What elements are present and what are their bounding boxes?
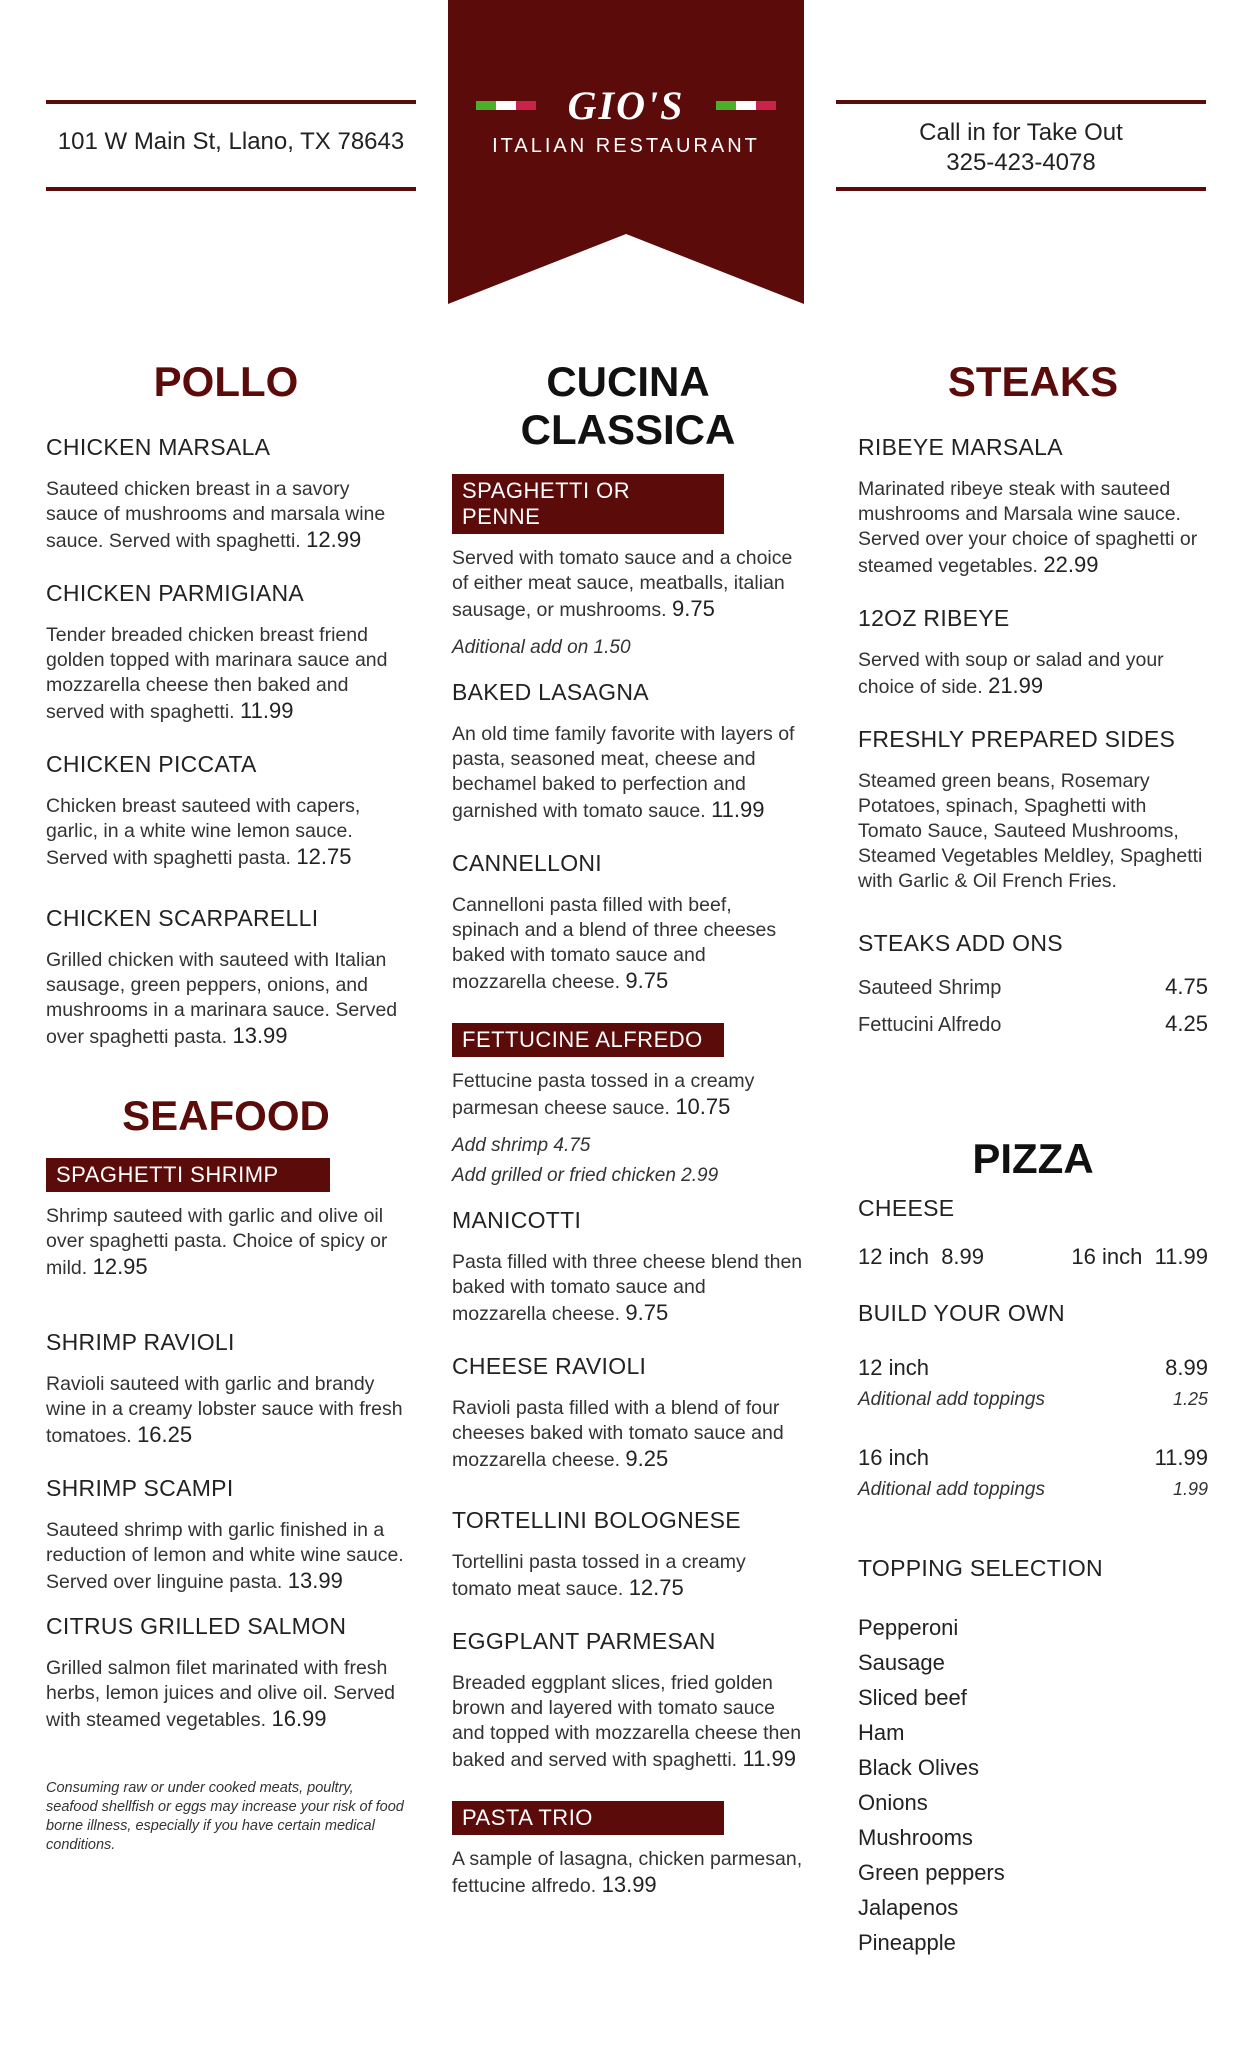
item-title: SHRIMP SCAMPI [46,1475,234,1501]
item-price: 22.99 [1043,552,1099,577]
column-cucina-classica [452,358,804,1899]
item-price: 11.99 [711,797,765,822]
item-desc: Tender breaded chicken breast friend golden topped with marinara sauce and mozzarella cheese then baked and served with spaghetti. 11.99 [46,624,388,723]
list-item: Onions [858,1790,928,1815]
pizza-byo-16-add-row: Aditional add toppings 1.99 [858,1479,1208,1500]
item-title: CITRUS GRILLED SALMON [46,1613,347,1639]
list-item: Ham [858,1720,905,1745]
item-desc: Marinated ribeye steak with sauteed mushrooms and Marsala wine sauce. Served over your choice of spaghetti or steamed vegetables. 22.99 [858,478,1198,577]
item-price: 16.25 [137,1422,193,1447]
list-item: Jalapenos [858,1895,959,1920]
brand-name: GIO'S [567,83,685,128]
item-price: 13.99 [601,1872,657,1897]
item-price: 9.75 [672,596,715,621]
pizza-byo-12-row: 12 inch 8.99 [858,1355,1208,1380]
item-price: 12.75 [296,844,352,869]
pizza-cheese-row [858,1244,1208,1270]
item-title: MANICOTTI [452,1207,582,1233]
address: 101 W Main St, Llano, TX 78643 [57,128,405,155]
addon-row [858,969,1208,1006]
section-title-pizza: PIZZA [972,1135,1094,1182]
item-price: 12.95 [92,1254,148,1279]
item-desc: Ravioli sauteed with garlic and brandy wine in a creamy lobster sauce with fresh tomatoes. 16.25 [46,1373,403,1447]
item-price: 11.99 [742,1746,796,1771]
addon-note-chicken: Add grilled or fried chicken 2.99 [452,1165,719,1186]
addon-note [452,1131,804,1191]
item-desc: A sample of lasagna, chicken parmesan, fettucine alfredo. 13.99 [452,1848,803,1897]
item-title: CHICKEN SCARPARELLI [46,905,319,931]
item-title: CHICKEN MARSALA [46,434,271,460]
list-item: Green peppers [858,1860,1005,1885]
addons-title: STEAKS ADD ONS [858,930,1063,956]
column-pollo-seafood [46,358,406,1855]
addon-price: 4.25 [1165,1011,1208,1036]
section-title-steaks: STEAKS [947,358,1119,405]
tag-spaghetti-shrimp: SPAGHETTI SHRIMP [46,1158,330,1192]
item-desc: Grilled salmon filet marinated with fresh herbs, lemon juices and olive oil. Served with steamed vegetables. 16.99 [46,1657,396,1731]
addon-name: Sauteed Shrimp [858,977,1002,999]
list-item: Sliced beef [858,1685,967,1710]
item-desc: Served with tomato sauce and a choice of either meat sauce, meatballs, italian sausage, or mushrooms. 9.75 [452,547,793,621]
section-title-cucina [452,358,804,454]
item-title: CHICKEN PARMIGIANA [46,580,305,606]
pizza-cheese-12: 12 inch 8.99 [858,1244,985,1269]
item-title: SHRIMP RAVIOLI [46,1329,235,1355]
item-price: 11.99 [240,698,294,723]
item-title: CANNELLONI [452,850,602,876]
item-title: BAKED LASAGNA [452,679,649,705]
section-title-line1: CUCINA [546,358,710,405]
column-steaks-pizza [858,358,1208,1960]
tag-spaghetti-penne: SPAGHETTI OR PENNE [452,474,724,534]
item-price: 12.75 [628,1575,684,1600]
item-desc: Breaded eggplant slices, fried golden brown and layered with tomato sauce and topped with mozzarella cheese then baked and served with spaghetti. 11.99 [452,1672,802,1771]
list-item: Black Olives [858,1755,980,1780]
section-title-line2: CLASSICA [520,406,736,453]
section-title-seafood: SEAFOOD [122,1092,330,1139]
item-title: 12OZ RIBEYE [858,605,1010,631]
toppings-title: TOPPING SELECTION [858,1555,1103,1581]
food-safety-disclaimer: Consuming raw or under cooked meats, poultry, seafood shellfish or eggs may increase your risk of food borne illness, especially if you have certain medical conditions. [46,1780,404,1853]
sides-desc: Steamed green beans, Rosemary Potatoes, spinach, Spaghetti with Tomato Sauce, Sauteed Mushrooms, Steamed Vegetables Meldley, Spaghetti with Garlic & Oil French Fries. [858,770,1203,892]
section-title-pollo: POLLO [153,358,299,405]
item-price: 21.99 [988,673,1044,698]
pizza-byo-16-row: 16 inch 11.99 [858,1445,1208,1470]
item-desc: Grilled chicken with sauteed with Italian sausage, green peppers, onions, and mushrooms in a marinara sauce. Served over spaghetti pasta. 13.99 [46,949,398,1048]
item-price: 10.75 [675,1094,731,1119]
item-price: 9.75 [625,968,669,993]
takeout-label: Call in for Take Out [919,119,1123,146]
item-desc: Tortellini pasta tossed in a creamy tomato meat sauce. 12.75 [452,1551,746,1600]
pizza-byo-title: BUILD YOUR OWN [858,1300,1065,1326]
list-item: Pineapple [858,1930,956,1955]
item-title: CHICKEN PICCATA [46,751,257,777]
takeout-info [836,118,1206,178]
addon-name: Fettucini Alfredo [858,1014,1002,1036]
item-title: CHEESE RAVIOLI [452,1353,647,1379]
addon-price: 4.75 [1165,974,1208,999]
list-item: Pepperoni [858,1615,959,1640]
item-desc: Shrimp sauteed with garlic and olive oil over spaghetti pasta. Choice of spicy or mild. 12.95 [46,1205,388,1279]
item-title: EGGPLANT PARMESAN [452,1628,716,1654]
item-desc: Fettucine pasta tossed in a creamy parmesan cheese sauce. 10.75 [452,1070,755,1119]
list-item: Sausage [858,1650,945,1675]
pizza-cheese-title: CHEESE [858,1195,955,1221]
addon-note-shrimp: Add shrimp 4.75 [452,1135,591,1156]
tag-pasta-trio: PASTA TRIO [452,1801,724,1835]
sides-title: FRESHLY PREPARED SIDES [858,726,1176,752]
pizza-cheese-16: 16 inch 11.99 [1071,1244,1208,1269]
item-desc: Sauteed shrimp with garlic finished in a reduction of lemon and white wine sauce. Served over linguine pasta. 13.99 [46,1519,404,1593]
item-desc: Sauteed chicken breast in a savory sauce of mushrooms and marsala wine sauce. Served with spaghetti. 12.99 [46,478,386,552]
item-title: RIBEYE MARSALA [858,434,1063,460]
tag-fettucine-alfredo: FETTUCINE ALFREDO [452,1023,724,1057]
toppings-list [858,1610,1208,1960]
item-desc: Chicken breast sauteed with capers, garlic, in a white wine lemon sauce. Served with spaghetti pasta. 12.75 [46,795,361,869]
addons-list [858,969,1208,1043]
item-desc: Served with soup or salad and your choice of side. 21.99 [858,649,1164,698]
item-price: 16.99 [271,1706,327,1731]
item-desc: An old time family favorite with layers of pasta, seasoned meat, cheese and bechamel baked to perfection and garnished with tomato sauce. 11.99 [452,723,795,822]
addon-row [858,1006,1208,1043]
phone-number[interactable]: 325-423-4078 [946,149,1096,176]
item-title: TORTELLINI BOLOGNESE [452,1507,741,1533]
header-rule-right-top [836,100,1206,104]
header-rule-left-top [46,100,416,104]
addon-note: Aditional add on 1.50 [452,637,631,658]
header-rule-left-bottom [46,187,416,191]
item-price: 9.25 [625,1446,669,1471]
item-price: 13.99 [232,1023,288,1048]
brand-subtitle: ITALIAN RESTAURANT [492,135,760,157]
brand-block [448,82,804,158]
item-price: 13.99 [287,1568,343,1593]
item-desc: Ravioli pasta filled with a blend of four cheeses baked with tomato sauce and mozzarella cheese. 9.25 [452,1397,784,1471]
item-desc: Pasta filled with three cheese blend then baked with tomato sauce and mozzarella cheese. 9.75 [452,1251,803,1325]
item-desc: Cannelloni pasta filled with beef, spinach and a blend of three cheeses baked with tomato sauce and mozzarella cheese. 9.75 [452,894,777,993]
pizza-byo-12-add-row: Aditional add toppings 1.25 [858,1389,1208,1410]
item-price: 12.99 [306,527,362,552]
item-price: 9.75 [625,1300,669,1325]
list-item: Mushrooms [858,1825,973,1850]
header-rule-right-bottom [836,187,1206,191]
